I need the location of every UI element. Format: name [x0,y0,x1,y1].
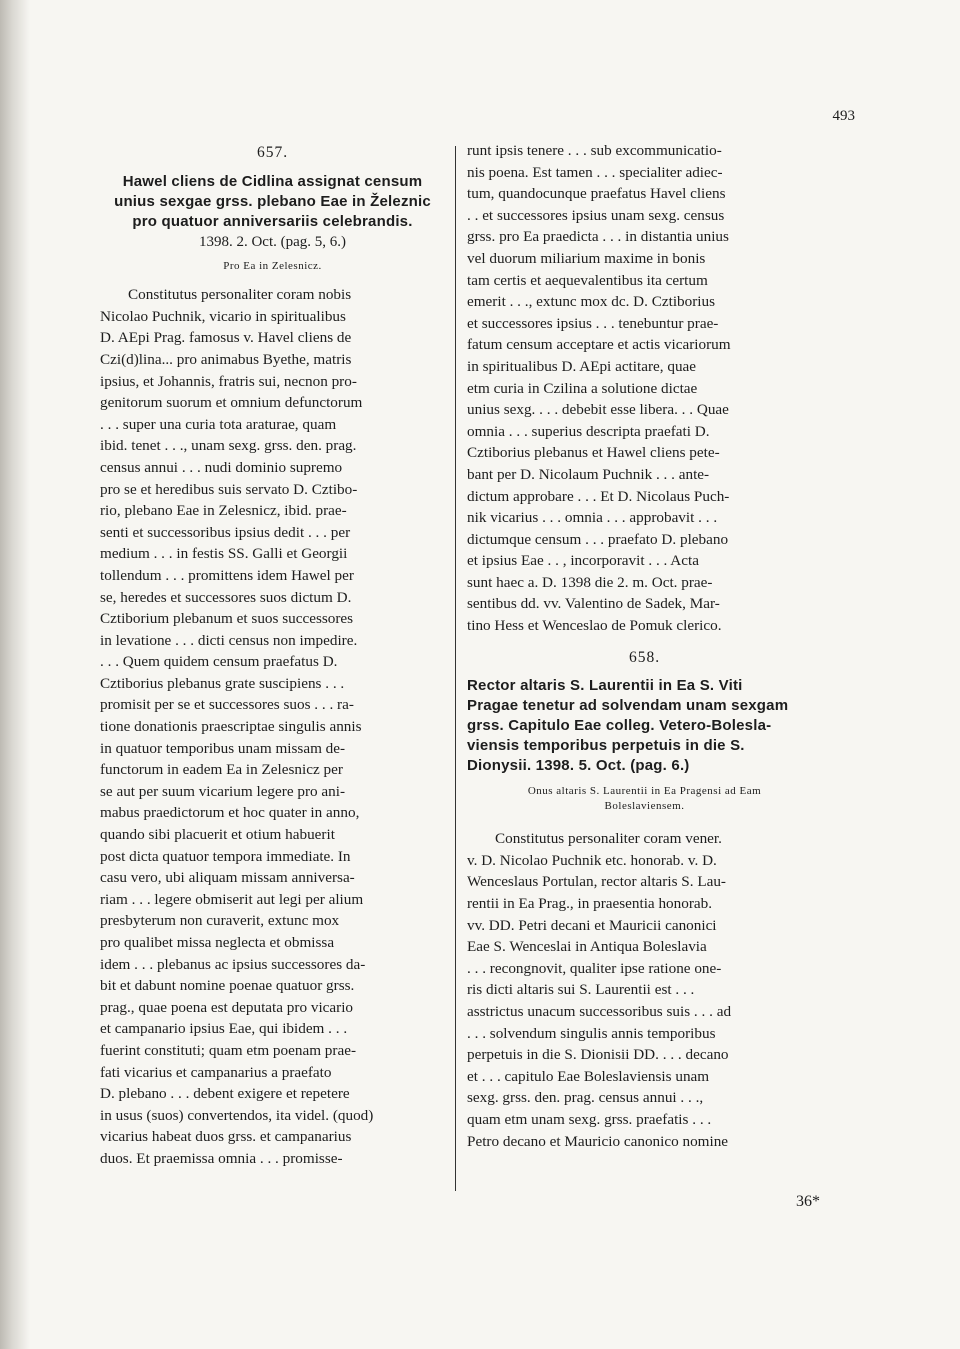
document-657-continuation [467,140,822,637]
body-line: in quatuor temporibus unam missam de- [100,739,346,757]
body-line: ibid. tenet . . ., unam sexg. grss. den. prag. [100,437,357,455]
body-line: grss. pro Ea praedicta . . . in distantia unius [467,228,729,246]
body-line: et ipsius Eae . . , incorporavit . . . Acta [467,552,699,570]
body-line: tollendum . . . promittens idem Hawel per [100,566,354,584]
body-line: unius sexg. . . . debebit esse libera. . . Quae [467,401,729,419]
body-line: casu vero, ubi aliquam missam anniversa- [100,869,355,887]
body-line: etm curia in Czilina a solutione dictae [467,379,698,397]
body-line: . . . Quem quidem censum praefatus D. [100,653,338,671]
body-line: presbyterum non curaverit, extunc mox [100,912,340,930]
body-line: Cztiborium plebanum et suos successores [100,610,354,628]
body-line: bit et dabunt nomine poenae quatuor grss. [100,977,355,995]
body-line: pro qualibet missa neglecta et obmissa [100,934,335,951]
body-line: tum, quandocunque praefatus Havel cliens [467,185,726,203]
body-line: sunt haec a. D. 1398 die 2. m. Oct. prae- [467,573,713,591]
document-658-title [467,676,822,776]
body-line: tino Hess et Wenceslao de Pomuk clerico. [467,617,722,635]
body-line: idem . . . plebanus ac ipsius successores da- [100,955,366,973]
document-657-note: Pro Ea in Zelesnicz. [223,260,322,273]
body-line: medium . . . in festis SS. Galli et Georgii [100,545,348,563]
body-line: quam etm unam sexg. grss. praefatis . . . [467,1110,712,1128]
body-line: dictumque censum . . . praefato D. plebano [467,530,729,548]
right-column [467,140,822,1152]
body-line: et . . . capitulo Eae Boleslaviensis unam [467,1067,710,1085]
body-line: D. plebano . . . debent exigere et repetere [100,1085,350,1103]
body-line: Eae S. Wenceslai in Antiqua Boleslavia [467,938,707,956]
body-line: fuerint constituti; quam etm poenam prae- [100,1041,356,1059]
body-line: rio, plebano Eae in Zelesnicz, ibid. prae- [100,502,347,520]
document-658-body [467,828,822,1152]
title-line: viensis temporibus perpetuis in die S. [467,737,745,755]
body-line: sexg. grss. den. prag. census annui . . ., [467,1089,704,1107]
document-658-note [467,784,822,814]
body-line: fatum censum acceptare et actis vicariorum [467,336,731,354]
body-line: . . . super una curia tota araturae, quam [100,415,337,433]
body-line: se, heredes et successores suos dictum D. [100,588,352,606]
body-line: riam . . . legere obmiserit aut legi per alium [100,890,364,908]
body-line: Wenceslaus Portulan, rector altaris S. Lau- [467,873,726,891]
body-line: tam certis et aequevalentibus ita certum [467,271,708,289]
document-657-title [100,172,445,232]
body-line: dictum approbare . . . Et D. Nicolaus Puch- [467,487,730,505]
body-line: vv. DD. Petri decani et Mauricii canonici [467,916,717,934]
body-line: nik vicarius . . . omnia . . . approbavit . . . [467,509,718,527]
body-line: asstrictus unacum successoribus suis . . . ad [467,1003,732,1020]
body-line: in spiritualibus D. AEpi actitare, quae [467,357,697,375]
body-line: runt ipsis tenere . . . sub excommunicatio- [467,142,722,159]
body-line: . . . solvendum singulis annis temporibus [467,1024,716,1042]
body-line: Cztiborius plebanus grate suscipiens . . . [100,674,345,692]
signature-mark: 36* [796,1193,820,1210]
body-line: emerit . . ., extunc mox dc. D. Cztiborius [467,293,716,311]
body-line: senti et successoribus ipsius dedit . . . per [100,523,351,541]
title-line: Hawel cliens de Cidlina assignat censum [122,172,423,190]
body-line: Constitutus personaliter coram vener. [495,830,722,848]
title-line: Dionysii. 1398. 5. Oct. (pag. 6.) [467,757,690,775]
document-657-date: 1398. 2. Oct. (pag. 5, 6.) [198,233,347,250]
body-line: et campanario ipsius Eae, qui ibidem . . . [100,1020,348,1038]
body-line: rentii in Ea Prag., in praesentia honorab. [467,895,713,913]
body-line: prag., quae poena est deputata pro vicario [100,998,354,1016]
note-line: Onus altaris S. Laurentii in Ea Pragensi ad Eam [527,785,762,798]
body-line: nis poena. Est tamen . . . specialiter adiec- [467,163,723,181]
body-line: omnia . . . superius descripta praefati D. [467,422,710,440]
column-divider [455,146,456,1191]
body-line: fati vicarius et campanarius a praefato [100,1063,332,1081]
body-line: v. D. Nicolao Puchnik etc. honorab. v. D. [467,851,717,869]
left-column [100,140,445,1170]
body-line: et successores ipsius . . . tenebuntur prae- [467,314,719,332]
body-line: bant per D. Nicolaum Puchnik . . . ante- [467,465,710,483]
body-line: quando sibi placuerit et otium habuerit [100,826,335,844]
title-line: pro quatuor anniversariis celebrandis. [132,212,413,230]
body-line: perpetuis in die S. Dionisii DD. . . . decano [467,1046,729,1064]
document-number-657: 657. [256,144,289,161]
body-line: Constitutus personaliter coram nobis [128,286,352,304]
body-line: ris dicti altaris sui S. Laurentii est . . . [467,981,695,999]
title-line: grss. Capitulo Eae colleg. Vetero-Bolesla- [467,717,772,735]
body-line: in levatione . . . dicti census non impedire. [100,631,358,649]
body-line: se aut per suum vicarium legere pro ani- [100,782,346,800]
body-line: Czi(d)lina... pro animabus Byethe, matris [100,350,352,368]
page-number: 493 [832,108,855,124]
title-line: Pragae tenetur ad solvendam unam sexgam [467,697,789,715]
title-line: Rector altaris S. Laurentii in Ea S. Viti [467,677,743,695]
body-line: post dicta quatuor tempora immediate. In [100,847,351,865]
body-line: promisit per se et successores suos . . . ra- [100,696,354,714]
body-line: vel duorum miliarium maxime in bonis [467,249,706,267]
body-line: genitorum suorum et omnium defunctorum [100,394,363,412]
body-line: . . et successores ipsius unam sexg. census [467,206,725,224]
body-line: functorum in eadem Ea in Zelesnicz per [100,761,343,779]
body-line: duos. Et praemissa omnia . . . promisse- [100,1149,343,1167]
body-line: Nicolao Puchnik, vicario in spiritualibus [100,307,346,325]
document-number-658: 658. [628,648,661,666]
note-line: Boleslaviensem. [604,800,685,813]
document-657-body [100,284,445,1169]
body-line: vicarius habeat duos grss. et campanarius [100,1128,352,1146]
page-binding-shadow [0,0,30,1349]
body-line: sentibus dd. vv. Valentino de Sadek, Mar- [467,595,720,613]
body-line: in usus (suos) convertendos, ita videl. (quod) [100,1106,374,1124]
body-line: Cztiborius plebanus et Hawel cliens pete- [467,444,720,462]
body-line: mabus praedictorum et hoc quater in anno, [100,804,360,822]
body-line: . . . recongnovit, qualiter ipse ratione one- [467,959,722,977]
body-line: pro se et heredibus suis servato D. Cztibo- [100,480,358,498]
title-line: unius sexgae grss. plebano Eae in Železnic [114,192,431,210]
body-line: tione donationis praescriptae singulis annis [100,718,362,736]
body-line: Petro decano et Mauricio canonico nomine [467,1132,729,1150]
body-line: D. AEpi Prag. famosus v. Havel cliens de [100,329,352,347]
body-line: ipsius, et Johannis, fratris sui, necnon pro- [100,372,357,390]
body-line: census annui . . . nudi dominio supremo [100,458,343,476]
